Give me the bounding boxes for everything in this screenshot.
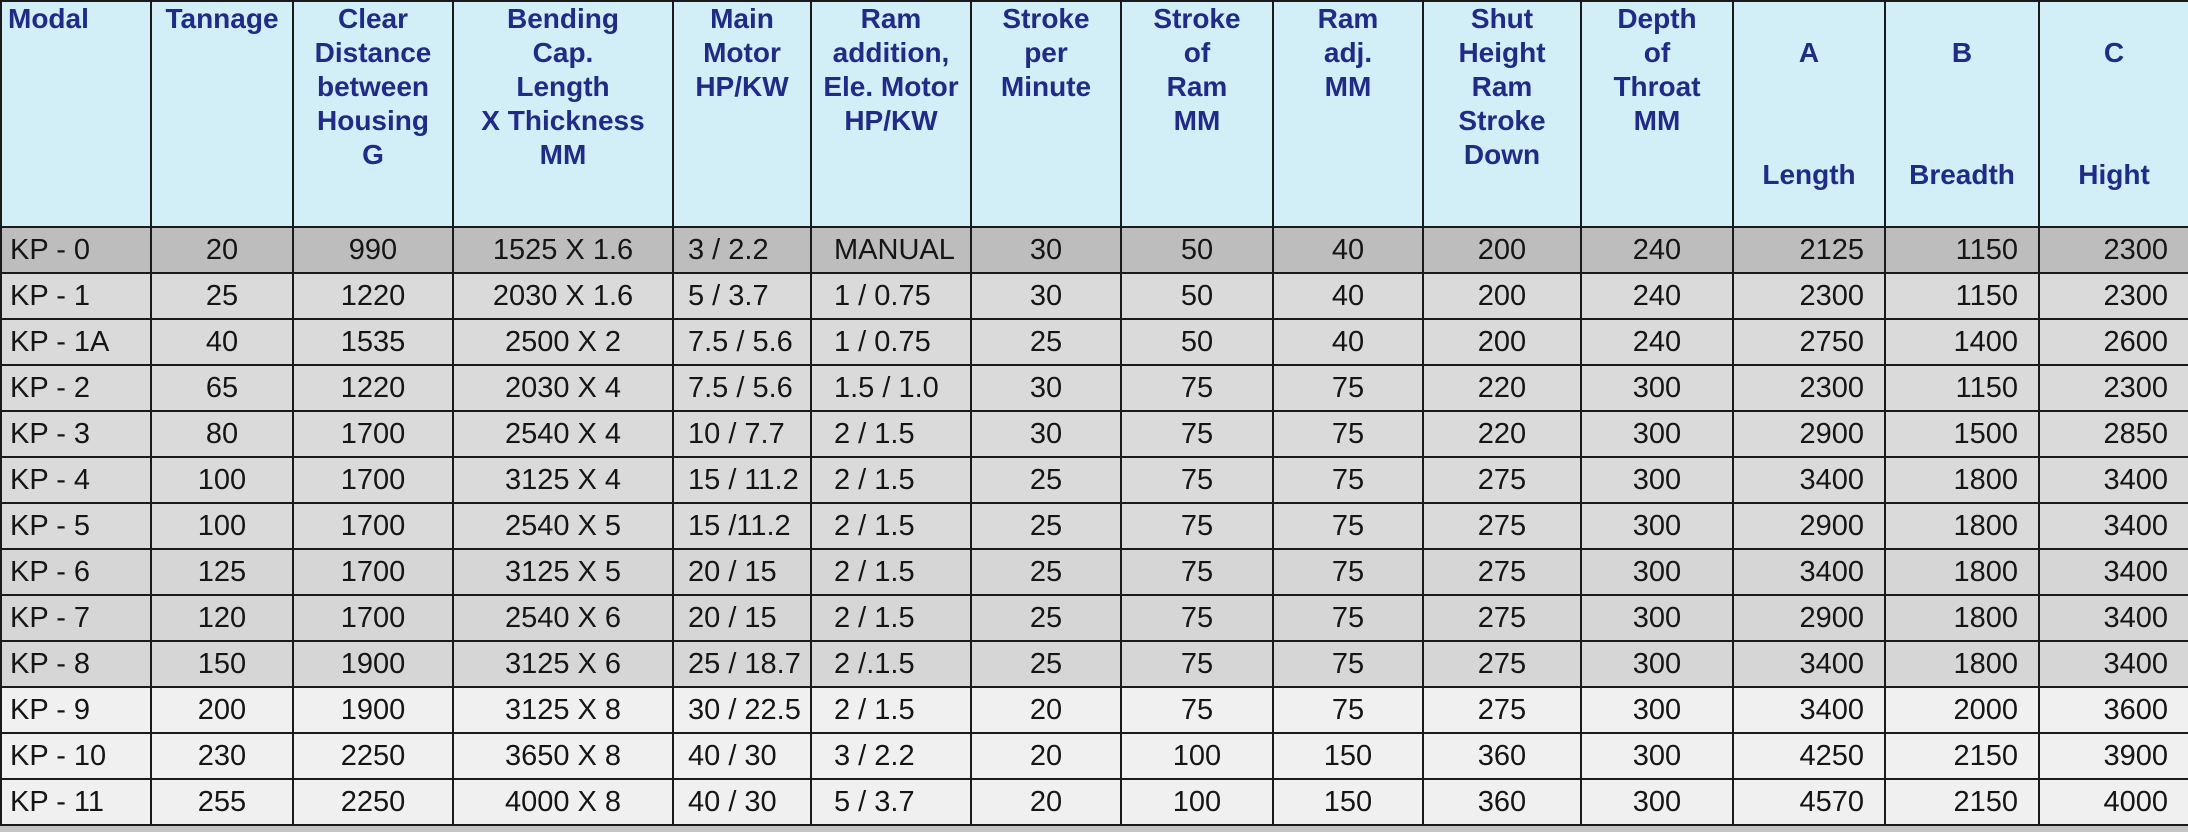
cell-tannage: 40 <box>151 319 293 365</box>
cell-height: 4000 <box>2039 779 2188 825</box>
cell-shut-height: 275 <box>1423 457 1581 503</box>
cell-tannage: 200 <box>151 687 293 733</box>
cell-model: KP - 7 <box>1 595 151 641</box>
cell-height: 3400 <box>2039 503 2188 549</box>
cell-breadth: 2150 <box>1885 779 2039 825</box>
cell-ram-adj: 40 <box>1273 273 1423 319</box>
cell-ram-addition: 2 / 1.5 <box>811 687 971 733</box>
cell-length: 2300 <box>1733 273 1885 319</box>
cell-main-motor: 3 / 2.2 <box>673 227 811 273</box>
cell-height: 2300 <box>2039 273 2188 319</box>
header-depth-of-throat: Depth of Throat MM <box>1581 1 1733 227</box>
header-stroke-of-ram: Stroke of Ram MM <box>1121 1 1273 227</box>
cell-stroke-per-minute: 25 <box>971 319 1121 365</box>
cell-stroke-of-ram: 75 <box>1121 457 1273 503</box>
cell-height: 3900 <box>2039 733 2188 779</box>
header-height <box>2039 1 2188 227</box>
cell-stroke-per-minute: 30 <box>971 411 1121 457</box>
cell-shut-height: 220 <box>1423 365 1581 411</box>
cell-length: 2900 <box>1733 411 1885 457</box>
cell-breadth: 2150 <box>1885 733 2039 779</box>
cell-depth-of-throat: 300 <box>1581 503 1733 549</box>
cell-ram-addition: 1 / 0.75 <box>811 319 971 365</box>
cell-height: 3400 <box>2039 595 2188 641</box>
cell-height: 2300 <box>2039 365 2188 411</box>
cell-ram-adj: 150 <box>1273 779 1423 825</box>
cell-bending-capacity: 2030 X 1.6 <box>453 273 673 319</box>
cell-clear-distance: 1700 <box>293 411 453 457</box>
cell-length: 2900 <box>1733 503 1885 549</box>
cell-main-motor: 15 /11.2 <box>673 503 811 549</box>
cell-breadth: 1500 <box>1885 411 2039 457</box>
cell-clear-distance: 990 <box>293 227 453 273</box>
cell-stroke-per-minute: 30 <box>971 365 1121 411</box>
cell-clear-distance: 1220 <box>293 365 453 411</box>
cell-height: 3400 <box>2039 549 2188 595</box>
cell-tannage: 25 <box>151 273 293 319</box>
cell-stroke-per-minute: 25 <box>971 641 1121 687</box>
cell-clear-distance: 1700 <box>293 595 453 641</box>
cell-bending-capacity: 2540 X 5 <box>453 503 673 549</box>
cell-main-motor: 30 / 22.5 <box>673 687 811 733</box>
cell-tannage: 150 <box>151 641 293 687</box>
cell-depth-of-throat: 300 <box>1581 779 1733 825</box>
cell-height: 3400 <box>2039 457 2188 503</box>
cell-stroke-of-ram: 75 <box>1121 595 1273 641</box>
cell-stroke-of-ram: 50 <box>1121 273 1273 319</box>
cell-ram-adj: 75 <box>1273 549 1423 595</box>
cell-depth-of-throat: 300 <box>1581 411 1733 457</box>
cell-tannage: 20 <box>151 227 293 273</box>
table-row <box>1 319 2188 365</box>
cell-stroke-of-ram: 100 <box>1121 733 1273 779</box>
cell-stroke-of-ram: 50 <box>1121 227 1273 273</box>
cell-breadth: 1800 <box>1885 641 2039 687</box>
table-row <box>1 687 2188 733</box>
header-breadth-letter: B <box>1951 37 1973 68</box>
table-row <box>1 273 2188 319</box>
cell-length: 2125 <box>1733 227 1885 273</box>
cell-shut-height: 360 <box>1423 733 1581 779</box>
cell-length: 2900 <box>1733 595 1885 641</box>
cell-stroke-of-ram: 100 <box>1121 779 1273 825</box>
cell-depth-of-throat: 300 <box>1581 595 1733 641</box>
cell-height: 2300 <box>2039 227 2188 273</box>
cell-bending-capacity: 3125 X 5 <box>453 549 673 595</box>
cell-clear-distance: 1535 <box>293 319 453 365</box>
table-row <box>1 641 2188 687</box>
cell-ram-addition: 2 / 1.5 <box>811 595 971 641</box>
header-breadth-label: Breadth <box>1909 159 2015 190</box>
cell-clear-distance: 2250 <box>293 779 453 825</box>
header-ram-addition: Ram addition, Ele. Motor HP/KW <box>811 1 971 227</box>
cell-ram-addition: 2 / 1.5 <box>811 411 971 457</box>
header-bending-capacity: Bending Cap. Length X Thickness MM <box>453 1 673 227</box>
cell-ram-addition: 2 /.1.5 <box>811 641 971 687</box>
cell-stroke-of-ram: 75 <box>1121 687 1273 733</box>
cell-ram-addition: 2 / 1.5 <box>811 503 971 549</box>
cell-stroke-per-minute: 20 <box>971 687 1121 733</box>
cell-length: 3400 <box>1733 641 1885 687</box>
header-clear-distance: Clear Distance between Housing G <box>293 1 453 227</box>
cell-stroke-of-ram: 50 <box>1121 319 1273 365</box>
cell-height: 3400 <box>2039 641 2188 687</box>
spec-table-body <box>1 227 2188 825</box>
cell-shut-height: 275 <box>1423 687 1581 733</box>
cell-depth-of-throat: 240 <box>1581 273 1733 319</box>
cell-stroke-per-minute: 20 <box>971 779 1121 825</box>
cell-main-motor: 15 / 11.2 <box>673 457 811 503</box>
cell-ram-adj: 75 <box>1273 457 1423 503</box>
cell-height: 2600 <box>2039 319 2188 365</box>
cell-main-motor: 20 / 15 <box>673 549 811 595</box>
cell-stroke-per-minute: 25 <box>971 457 1121 503</box>
cell-main-motor: 40 / 30 <box>673 779 811 825</box>
cell-clear-distance: 1700 <box>293 457 453 503</box>
cell-breadth: 1150 <box>1885 273 2039 319</box>
cell-stroke-per-minute: 25 <box>971 549 1121 595</box>
cell-depth-of-throat: 300 <box>1581 365 1733 411</box>
table-row <box>1 411 2188 457</box>
table-row <box>1 365 2188 411</box>
cell-breadth: 1800 <box>1885 595 2039 641</box>
cell-shut-height: 220 <box>1423 411 1581 457</box>
cell-depth-of-throat: 300 <box>1581 733 1733 779</box>
cell-model: KP - 4 <box>1 457 151 503</box>
cell-stroke-per-minute: 30 <box>971 273 1121 319</box>
cell-bending-capacity: 2500 X 2 <box>453 319 673 365</box>
cell-shut-height: 275 <box>1423 549 1581 595</box>
cell-shut-height: 275 <box>1423 503 1581 549</box>
table-row <box>1 779 2188 825</box>
cell-ram-adj: 40 <box>1273 227 1423 273</box>
cell-bending-capacity: 2540 X 6 <box>453 595 673 641</box>
cell-depth-of-throat: 300 <box>1581 641 1733 687</box>
cell-main-motor: 20 / 15 <box>673 595 811 641</box>
cell-length: 3400 <box>1733 457 1885 503</box>
cell-ram-addition: MANUAL <box>811 227 971 273</box>
cell-model: KP - 1A <box>1 319 151 365</box>
cell-main-motor: 40 / 30 <box>673 733 811 779</box>
cell-model: KP - 11 <box>1 779 151 825</box>
cell-breadth: 2000 <box>1885 687 2039 733</box>
cell-model: KP - 6 <box>1 549 151 595</box>
cell-main-motor: 25 / 18.7 <box>673 641 811 687</box>
cell-main-motor: 7.5 / 5.6 <box>673 319 811 365</box>
header-main-motor: Main Motor HP/KW <box>673 1 811 227</box>
cell-length: 2750 <box>1733 319 1885 365</box>
cell-ram-adj: 75 <box>1273 503 1423 549</box>
cell-tannage: 65 <box>151 365 293 411</box>
cell-stroke-per-minute: 30 <box>971 227 1121 273</box>
cell-clear-distance: 1900 <box>293 687 453 733</box>
cell-height: 3600 <box>2039 687 2188 733</box>
cell-depth-of-throat: 300 <box>1581 457 1733 503</box>
cell-length: 4570 <box>1733 779 1885 825</box>
cell-ram-adj: 75 <box>1273 365 1423 411</box>
cell-tannage: 120 <box>151 595 293 641</box>
cell-bending-capacity: 3650 X 8 <box>453 733 673 779</box>
cell-main-motor: 10 / 7.7 <box>673 411 811 457</box>
cell-shut-height: 200 <box>1423 273 1581 319</box>
cell-stroke-of-ram: 75 <box>1121 549 1273 595</box>
cell-clear-distance: 2250 <box>293 733 453 779</box>
cell-model: KP - 8 <box>1 641 151 687</box>
cell-main-motor: 5 / 3.7 <box>673 273 811 319</box>
cell-ram-addition: 5 / 3.7 <box>811 779 971 825</box>
table-row <box>1 227 2188 273</box>
header-length-letter: A <box>1798 37 1820 68</box>
cell-tannage: 80 <box>151 411 293 457</box>
cell-ram-adj: 150 <box>1273 733 1423 779</box>
cell-bending-capacity: 4000 X 8 <box>453 779 673 825</box>
cell-clear-distance: 1700 <box>293 549 453 595</box>
cell-depth-of-throat: 300 <box>1581 687 1733 733</box>
cell-stroke-of-ram: 75 <box>1121 365 1273 411</box>
cell-ram-adj: 75 <box>1273 595 1423 641</box>
cell-model: KP - 3 <box>1 411 151 457</box>
cell-depth-of-throat: 240 <box>1581 319 1733 365</box>
cell-length: 4250 <box>1733 733 1885 779</box>
cell-breadth: 1800 <box>1885 503 2039 549</box>
cell-tannage: 230 <box>151 733 293 779</box>
table-row <box>1 503 2188 549</box>
cell-bending-capacity: 3125 X 4 <box>453 457 673 503</box>
cell-model: KP - 5 <box>1 503 151 549</box>
cell-tannage: 100 <box>151 457 293 503</box>
header-shut-height: Shut Height Ram Stroke Down <box>1423 1 1581 227</box>
header-row <box>1 1 2188 227</box>
table-row <box>1 457 2188 503</box>
cell-stroke-of-ram: 75 <box>1121 503 1273 549</box>
header-ram-adj: Ram adj. MM <box>1273 1 1423 227</box>
cell-length: 2300 <box>1733 365 1885 411</box>
cell-bending-capacity: 3125 X 6 <box>453 641 673 687</box>
cell-shut-height: 200 <box>1423 227 1581 273</box>
cell-height: 2850 <box>2039 411 2188 457</box>
cell-stroke-of-ram: 75 <box>1121 641 1273 687</box>
cell-length: 3400 <box>1733 687 1885 733</box>
cell-shut-height: 200 <box>1423 319 1581 365</box>
cell-stroke-per-minute: 25 <box>971 595 1121 641</box>
cell-ram-addition: 1 / 0.75 <box>811 273 971 319</box>
header-model: Modal <box>1 1 151 227</box>
cell-shut-height: 360 <box>1423 779 1581 825</box>
cell-stroke-per-minute: 20 <box>971 733 1121 779</box>
cell-tannage: 100 <box>151 503 293 549</box>
cell-ram-adj: 40 <box>1273 319 1423 365</box>
cell-model: KP - 1 <box>1 273 151 319</box>
cell-clear-distance: 1900 <box>293 641 453 687</box>
header-height-letter: C <box>2103 37 2125 68</box>
cell-model: KP - 0 <box>1 227 151 273</box>
header-height-label: Hight <box>2078 159 2150 190</box>
cell-shut-height: 275 <box>1423 641 1581 687</box>
cell-ram-addition: 3 / 2.2 <box>811 733 971 779</box>
header-length <box>1733 1 1885 227</box>
cell-main-motor: 7.5 / 5.6 <box>673 365 811 411</box>
cell-stroke-of-ram: 75 <box>1121 411 1273 457</box>
cell-shut-height: 275 <box>1423 595 1581 641</box>
header-breadth <box>1885 1 2039 227</box>
cell-bending-capacity: 1525 X 1.6 <box>453 227 673 273</box>
cell-stroke-per-minute: 25 <box>971 503 1121 549</box>
cell-clear-distance: 1220 <box>293 273 453 319</box>
cell-ram-adj: 75 <box>1273 411 1423 457</box>
header-length-label: Length <box>1762 159 1856 190</box>
table-row <box>1 595 2188 641</box>
header-tannage: Tannage <box>151 1 293 227</box>
cell-breadth: 1800 <box>1885 457 2039 503</box>
cell-bending-capacity: 2540 X 4 <box>453 411 673 457</box>
cell-breadth: 1150 <box>1885 227 2039 273</box>
cell-length: 3400 <box>1733 549 1885 595</box>
cell-ram-addition: 1.5 / 1.0 <box>811 365 971 411</box>
cell-ram-addition: 2 / 1.5 <box>811 549 971 595</box>
header-stroke-per-minute: Stroke per Minute <box>971 1 1121 227</box>
cell-model: KP - 9 <box>1 687 151 733</box>
table-row <box>1 549 2188 595</box>
cell-ram-addition: 2 / 1.5 <box>811 457 971 503</box>
cell-bending-capacity: 2030 X 4 <box>453 365 673 411</box>
cell-tannage: 255 <box>151 779 293 825</box>
cell-model: KP - 2 <box>1 365 151 411</box>
cell-bending-capacity: 3125 X 8 <box>453 687 673 733</box>
cell-depth-of-throat: 300 <box>1581 549 1733 595</box>
cell-breadth: 1150 <box>1885 365 2039 411</box>
cell-tannage: 125 <box>151 549 293 595</box>
cell-breadth: 1800 <box>1885 549 2039 595</box>
cell-ram-adj: 75 <box>1273 687 1423 733</box>
cell-ram-adj: 75 <box>1273 641 1423 687</box>
cell-model: KP - 10 <box>1 733 151 779</box>
cell-breadth: 1400 <box>1885 319 2039 365</box>
table-row <box>1 733 2188 779</box>
cell-clear-distance: 1700 <box>293 503 453 549</box>
cell-depth-of-throat: 240 <box>1581 227 1733 273</box>
